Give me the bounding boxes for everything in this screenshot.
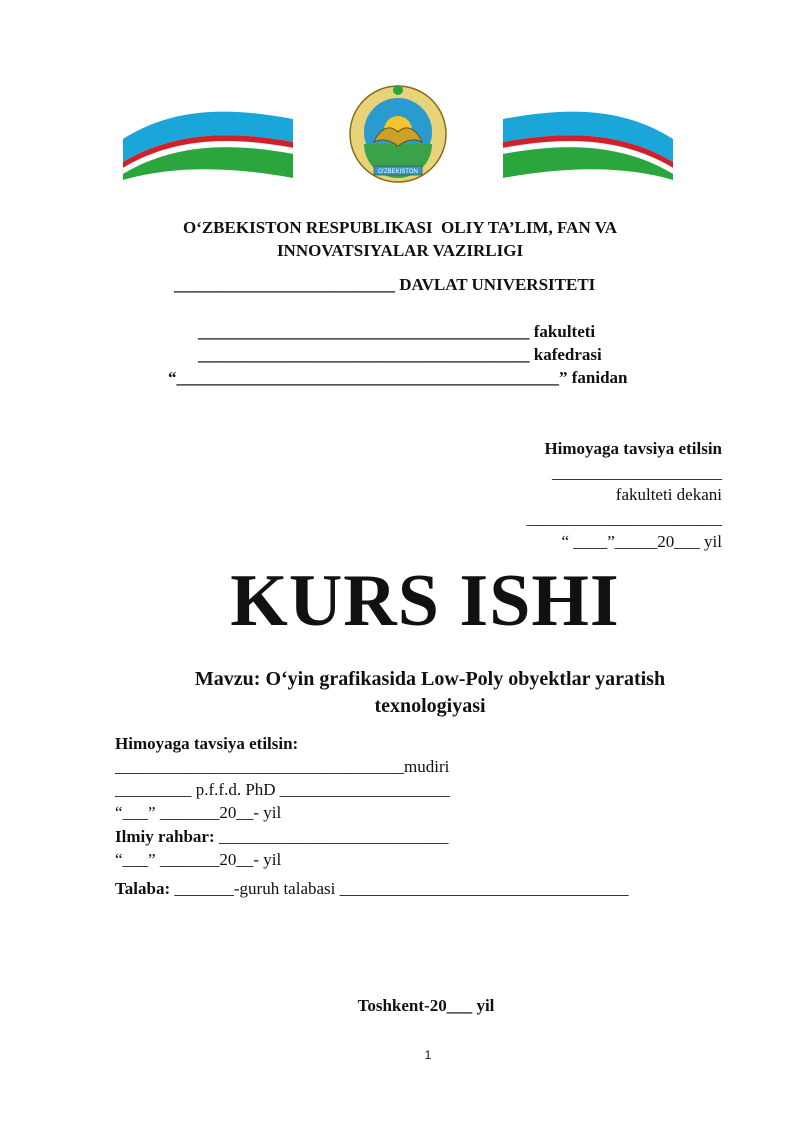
head-of-department-line: __________________________________mudiri <box>115 757 450 776</box>
state-emblem-flag-banner <box>118 84 678 184</box>
page-number: 1 <box>424 1048 432 1062</box>
supervisor-line: ___________________________ <box>214 827 449 846</box>
topic-line-2: texnologiyasi <box>374 695 486 717</box>
approval-date-2: “___” _______20__- yil <box>115 850 282 869</box>
approval-right-title: Himoyaga tavsiya etilsin <box>544 439 722 458</box>
approval-right-date: “ ____”_____20___ yil <box>561 532 722 551</box>
dean-label: fakulteti dekani <box>615 485 722 504</box>
dean-signature-line: ____________________ <box>552 463 722 482</box>
university-name: __________________________ DAVLAT UNIVERSITETI <box>174 275 596 294</box>
ministry-line-1: O‘ZBEKISTON RESPUBLIKASI OLIY TA’LIM, FAN VA <box>182 218 618 237</box>
department-line: _______________________________________ kafedrasi <box>198 345 602 364</box>
ministry-line-2: INNOVATSIYALAR VAZIRLIGI <box>276 241 524 260</box>
supervisor-row <box>115 826 448 848</box>
topic-line-1: Mavzu: O‘yin grafikasida Low-Poly obyektlar yaratish <box>194 668 666 690</box>
approval-left-title: Himoyaga tavsiya etilsin: <box>115 734 299 753</box>
student-row <box>115 878 629 900</box>
faculty-line: _______________________________________ fakulteti <box>198 322 596 341</box>
degree-line: _________ p.f.f.d. PhD ____________________ <box>115 780 450 799</box>
student-line: _______-guruh talabasi __________________________________ <box>170 879 629 898</box>
subject-line: “_____________________________________________” fanidan <box>168 368 628 387</box>
document-title: KURS ISHI <box>230 560 620 642</box>
emblem-ribbon-text: O'ZBEKISTON <box>378 169 418 175</box>
city-year: Toshkent-20___ yil <box>357 996 495 1015</box>
approval-date-1: “___” _______20__- yil <box>115 803 282 822</box>
dean-name-line: _______________________ <box>526 509 722 528</box>
supervisor-label: Ilmiy rahbar: <box>115 827 215 846</box>
student-label: Talaba: <box>115 879 171 898</box>
